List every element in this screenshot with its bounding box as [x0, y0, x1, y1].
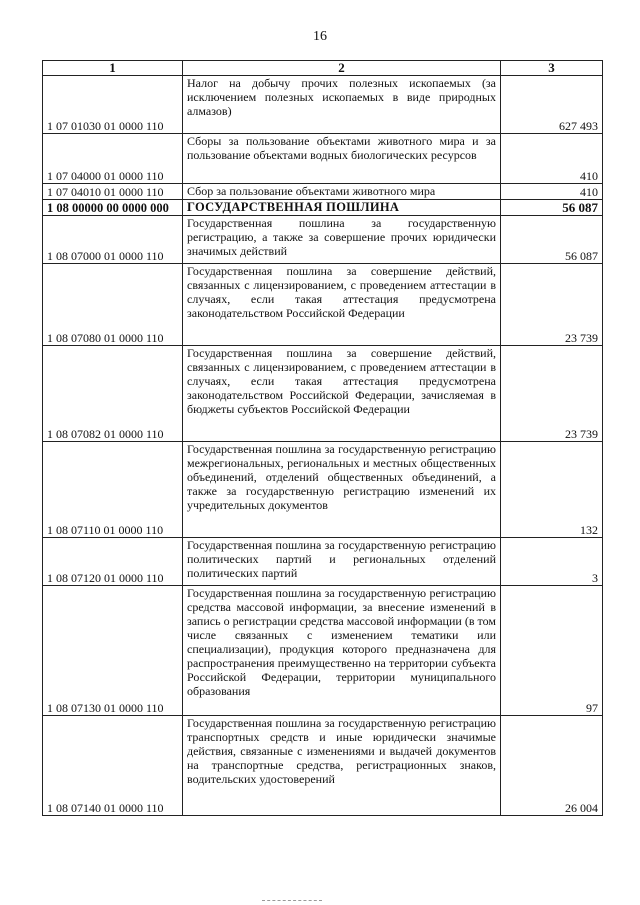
- row-name: Сборы за пользование объектами животного мира и за пользование объектами водных биологических ресурсов: [183, 134, 501, 184]
- row-amount: 97: [501, 586, 603, 716]
- row-name: Государственная пошлина за государственную регистрацию средства массовой информации, за внесение изменений в запись о регистрации средства массовой информации (в том числе связанных с изменением тематики или специализации), продукция которого предназначена для распространения преимущественно на территории субъекта Российской Федерации, территории муниципального образования: [183, 586, 501, 716]
- row-name: Государственная пошлина за совершение действий, связанных с лицензированием, с проведением аттестации в случаях, если такая аттестация предусмотрена законодательством Российской Федерации, зачисляемая в бюджеты субъектов Российской Федерации: [183, 346, 501, 442]
- table-row: [43, 134, 603, 184]
- row-code: 1 08 07130 01 0000 110: [43, 586, 183, 716]
- table-row: [43, 346, 603, 442]
- table-row: [43, 442, 603, 538]
- row-amount: 26 004: [501, 716, 603, 816]
- row-name: Государственная пошлина за государственную регистрацию межрегиональных, региональных и местных общественных объединений, отделений общественных объединений, а также за государственную регистрацию изменений их учредительных документов: [183, 442, 501, 538]
- table-row: [43, 538, 603, 586]
- row-name: Сбор за пользование объектами животного мира: [183, 184, 501, 200]
- column-header-name: 2: [183, 61, 501, 76]
- row-code: 1 07 04000 01 0000 110: [43, 134, 183, 184]
- row-name: Государственная пошлина за государственную регистрацию транспортных средств и иные юридически значимые действия, связанные с изменениями и выдачей документов на транспортные средства, регистрационных знаков, водительских удостоверений: [183, 716, 501, 816]
- table-row: [43, 76, 603, 134]
- column-header-code: 1: [43, 61, 183, 76]
- row-code: 1 08 07082 01 0000 110: [43, 346, 183, 442]
- row-amount: 56 087: [501, 216, 603, 264]
- row-code: 1 08 07110 01 0000 110: [43, 442, 183, 538]
- table-row: [43, 184, 603, 200]
- row-amount: 23 739: [501, 264, 603, 346]
- table-row: [43, 264, 603, 346]
- table-header-row: [43, 61, 603, 76]
- revenue-table: [42, 60, 603, 816]
- row-amount: 410: [501, 134, 603, 184]
- page-number: 16: [313, 29, 327, 44]
- row-name: Государственная пошлина за государственную регистрацию, а также за совершение прочих юридически значимых действий: [183, 216, 501, 264]
- row-amount: 56 087: [501, 200, 603, 216]
- row-name: Государственная пошлина за государственную регистрацию политических партий и региональных отделений политических партий: [183, 538, 501, 586]
- row-code: 1 08 07120 01 0000 110: [43, 538, 183, 586]
- row-code: 1 07 04010 01 0000 110: [43, 184, 183, 200]
- table-row: [43, 216, 603, 264]
- table-row: [43, 586, 603, 716]
- row-code: 1 08 00000 00 0000 000: [43, 200, 183, 216]
- row-name: ГОСУДАРСТВЕННАЯ ПОШЛИНА: [183, 200, 501, 216]
- row-name: Государственная пошлина за совершение действий, связанных с лицензированием, с проведением аттестации в случаях, если такая аттестация предусмотрена законодательством Российской Федерации: [183, 264, 501, 346]
- row-amount: 3: [501, 538, 603, 586]
- row-code: 1 07 01030 01 0000 110: [43, 76, 183, 134]
- row-amount: 23 739: [501, 346, 603, 442]
- table-row-section: [43, 200, 603, 216]
- page-bottom-mark: [262, 900, 322, 903]
- table-row: [43, 716, 603, 816]
- row-code: 1 08 07000 01 0000 110: [43, 216, 183, 264]
- column-header-amount: 3: [501, 61, 603, 76]
- row-amount: 410: [501, 184, 603, 200]
- row-code: 1 08 07140 01 0000 110: [43, 716, 183, 816]
- row-name: Налог на добычу прочих полезных ископаемых (за исключением полезных ископаемых в виде природных алмазов): [183, 76, 501, 134]
- row-amount: 132: [501, 442, 603, 538]
- row-amount: 627 493: [501, 76, 603, 134]
- row-code: 1 08 07080 01 0000 110: [43, 264, 183, 346]
